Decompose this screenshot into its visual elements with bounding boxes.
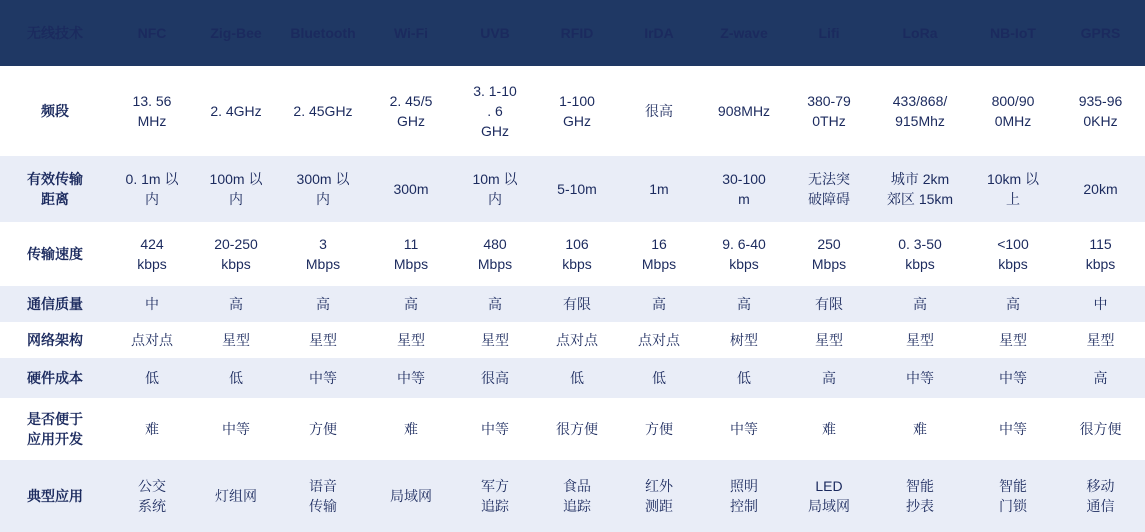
table-cell: 星型 bbox=[970, 322, 1056, 358]
column-header-zig-bee: Zig-Bee bbox=[194, 0, 278, 66]
table-cell: 很方便 bbox=[1056, 398, 1145, 460]
table-cell: 106 kbps bbox=[536, 222, 618, 286]
table-cell: 300m 以 内 bbox=[278, 156, 368, 222]
table-cell: 中等 bbox=[368, 358, 454, 398]
table-cell: 高 bbox=[870, 286, 970, 322]
table-cell: 方便 bbox=[278, 398, 368, 460]
table-cell: 很高 bbox=[618, 66, 700, 156]
table-cell: 树型 bbox=[700, 322, 788, 358]
row-label: 是否便于 应用开发 bbox=[0, 398, 110, 460]
table-cell: 点对点 bbox=[536, 322, 618, 358]
table-cell: 2. 45/5 GHz bbox=[368, 66, 454, 156]
table-cell: 星型 bbox=[368, 322, 454, 358]
table-cell: 难 bbox=[110, 398, 194, 460]
table-cell: 高 bbox=[788, 358, 870, 398]
table-cell: 食品 追踪 bbox=[536, 460, 618, 532]
table-cell: 红外 测距 bbox=[618, 460, 700, 532]
table-cell: 中等 bbox=[970, 398, 1056, 460]
table-body bbox=[0, 66, 1145, 532]
column-header-nb-iot: NB-IoT bbox=[970, 0, 1056, 66]
column-header-lifi: Lifi bbox=[788, 0, 870, 66]
table-cell: 1m bbox=[618, 156, 700, 222]
table-cell: 20km bbox=[1056, 156, 1145, 222]
table-cell: 公交 系统 bbox=[110, 460, 194, 532]
row-label: 通信质量 bbox=[0, 286, 110, 322]
table-cell: 星型 bbox=[194, 322, 278, 358]
row-label: 网络架构 bbox=[0, 322, 110, 358]
table-cell: 低 bbox=[194, 358, 278, 398]
table-cell: 高 bbox=[970, 286, 1056, 322]
table-cell: 中 bbox=[110, 286, 194, 322]
table-cell: 20-250 kbps bbox=[194, 222, 278, 286]
table-row bbox=[0, 322, 1145, 358]
table-cell: 480 Mbps bbox=[454, 222, 536, 286]
column-header-bluetooth: Bluetooth bbox=[278, 0, 368, 66]
table-cell: 星型 bbox=[788, 322, 870, 358]
row-label: 硬件成本 bbox=[0, 358, 110, 398]
table-cell: 难 bbox=[368, 398, 454, 460]
row-label: 有效传输 距离 bbox=[0, 156, 110, 222]
table-cell: 高 bbox=[194, 286, 278, 322]
table-cell: 9. 6-40 kbps bbox=[700, 222, 788, 286]
table-cell: 中等 bbox=[970, 358, 1056, 398]
table-row bbox=[0, 398, 1145, 460]
table-cell: 局域网 bbox=[368, 460, 454, 532]
table-cell: 星型 bbox=[278, 322, 368, 358]
table-cell: 2. 45GHz bbox=[278, 66, 368, 156]
table-cell: 1-100 GHz bbox=[536, 66, 618, 156]
table-cell: 智能 抄表 bbox=[870, 460, 970, 532]
column-header-wi-fi: Wi-Fi bbox=[368, 0, 454, 66]
table-cell: 点对点 bbox=[618, 322, 700, 358]
table-header-row bbox=[0, 0, 1145, 66]
table-cell: 2. 4GHz bbox=[194, 66, 278, 156]
table-cell: 3 Mbps bbox=[278, 222, 368, 286]
table-cell: 语音 传输 bbox=[278, 460, 368, 532]
table-cell: 方便 bbox=[618, 398, 700, 460]
table-cell: 3. 1-10 . 6 GHz bbox=[454, 66, 536, 156]
table-cell: 380-79 0THz bbox=[788, 66, 870, 156]
table-cell: 935-96 0KHz bbox=[1056, 66, 1145, 156]
table-cell: 军方 追踪 bbox=[454, 460, 536, 532]
table-cell: 中等 bbox=[454, 398, 536, 460]
table-cell: 100m 以 内 bbox=[194, 156, 278, 222]
table-cell: 低 bbox=[536, 358, 618, 398]
table-cell: 高 bbox=[700, 286, 788, 322]
table-cell: 800/90 0MHz bbox=[970, 66, 1056, 156]
table-cell: 11 Mbps bbox=[368, 222, 454, 286]
table-cell: 0. 3-50 kbps bbox=[870, 222, 970, 286]
table-cell: 有限 bbox=[788, 286, 870, 322]
table-cell: 高 bbox=[368, 286, 454, 322]
column-header-z-wave: Z-wave bbox=[700, 0, 788, 66]
table-cell: 低 bbox=[700, 358, 788, 398]
table-cell: 照明 控制 bbox=[700, 460, 788, 532]
table-cell: 很高 bbox=[454, 358, 536, 398]
table-cell: LED 局域网 bbox=[788, 460, 870, 532]
table-cell: 有限 bbox=[536, 286, 618, 322]
table-cell: 中等 bbox=[278, 358, 368, 398]
table-cell: 星型 bbox=[454, 322, 536, 358]
table-cell: 低 bbox=[618, 358, 700, 398]
column-header-technology: 无线技术 bbox=[0, 0, 110, 66]
table-cell: 13. 56 MHz bbox=[110, 66, 194, 156]
table-cell: 难 bbox=[870, 398, 970, 460]
table-cell: 很方便 bbox=[536, 398, 618, 460]
table-cell: 10km 以 上 bbox=[970, 156, 1056, 222]
table-cell: 250 Mbps bbox=[788, 222, 870, 286]
table-row bbox=[0, 358, 1145, 398]
table-cell: 智能 门锁 bbox=[970, 460, 1056, 532]
table-cell: 高 bbox=[454, 286, 536, 322]
table-cell: 低 bbox=[110, 358, 194, 398]
table-cell: 0. 1m 以 内 bbox=[110, 156, 194, 222]
table-cell: 灯组网 bbox=[194, 460, 278, 532]
table-cell: 星型 bbox=[870, 322, 970, 358]
table-cell: 424 kbps bbox=[110, 222, 194, 286]
table-cell: 中等 bbox=[870, 358, 970, 398]
table-cell: 高 bbox=[278, 286, 368, 322]
column-header-rfid: RFID bbox=[536, 0, 618, 66]
column-header-gprs: GPRS bbox=[1056, 0, 1145, 66]
column-header-lora: LoRa bbox=[870, 0, 970, 66]
table-cell: 高 bbox=[1056, 358, 1145, 398]
table-cell: 中 bbox=[1056, 286, 1145, 322]
table-row bbox=[0, 222, 1145, 286]
column-header-uvb: UVB bbox=[454, 0, 536, 66]
table-cell: 星型 bbox=[1056, 322, 1145, 358]
table-cell: 115 kbps bbox=[1056, 222, 1145, 286]
table-row bbox=[0, 66, 1145, 156]
table-cell: 5-10m bbox=[536, 156, 618, 222]
table-cell: 中等 bbox=[700, 398, 788, 460]
column-header-irda: IrDA bbox=[618, 0, 700, 66]
row-label: 典型应用 bbox=[0, 460, 110, 532]
table-cell: 中等 bbox=[194, 398, 278, 460]
table-cell: 433/868/ 915Mhz bbox=[870, 66, 970, 156]
row-label: 传输速度 bbox=[0, 222, 110, 286]
row-label: 频段 bbox=[0, 66, 110, 156]
table-cell: 10m 以 内 bbox=[454, 156, 536, 222]
table-cell: 高 bbox=[618, 286, 700, 322]
table-header bbox=[0, 0, 1145, 66]
table-cell: <100 kbps bbox=[970, 222, 1056, 286]
table-row bbox=[0, 156, 1145, 222]
table-cell: 难 bbox=[788, 398, 870, 460]
table-cell: 300m bbox=[368, 156, 454, 222]
table-row bbox=[0, 286, 1145, 322]
table-cell: 点对点 bbox=[110, 322, 194, 358]
table-cell: 908MHz bbox=[700, 66, 788, 156]
table-cell: 移动 通信 bbox=[1056, 460, 1145, 532]
column-header-nfc: NFC bbox=[110, 0, 194, 66]
table-cell: 城市 2km 郊区 15km bbox=[870, 156, 970, 222]
table-cell: 30-100 m bbox=[700, 156, 788, 222]
table-cell: 16 Mbps bbox=[618, 222, 700, 286]
table-row bbox=[0, 460, 1145, 532]
table-cell: 无法突 破障碍 bbox=[788, 156, 870, 222]
